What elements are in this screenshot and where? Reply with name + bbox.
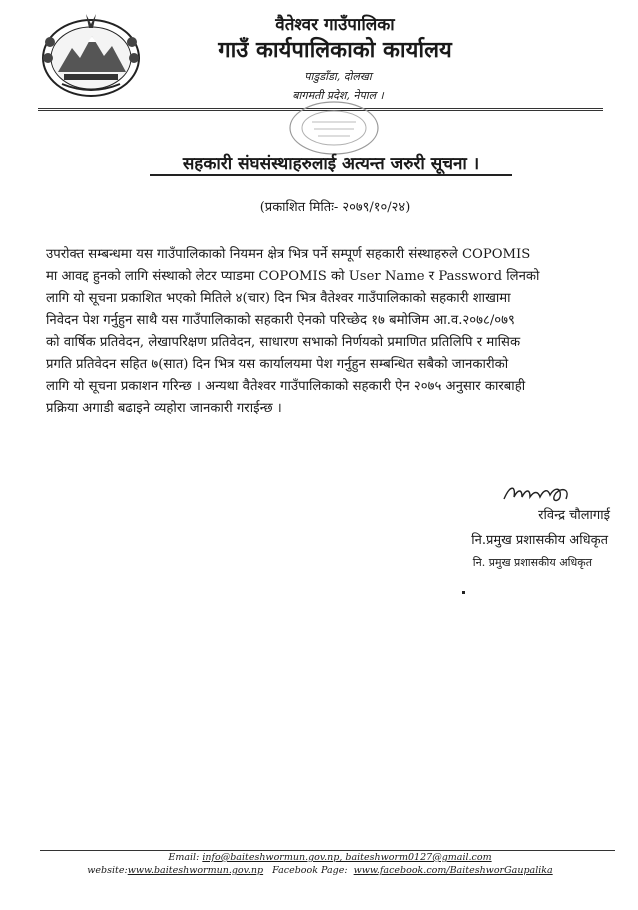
body-line: प्रगति प्रतिवेदन सहित ७(सात) दिन भित्र यस कार्यालयमा पेश गर्नुहुन सम्बन्धित सबैको जानकारीको	[46, 357, 509, 372]
office-seal-stamp-icon	[286, 98, 382, 158]
footer-web-line	[60, 865, 580, 876]
website-link[interactable]: www.baiteshwormun.gov.np	[127, 865, 264, 876]
website-label: website:	[87, 865, 128, 876]
notice-title: सहकारी संघसंस्थाहरुलाई अत्यन्त जरुरी सूचना ।	[182, 154, 480, 174]
body-line: निवेदन पेश गर्नुहुन साथै यस गाउँपालिकाको सहकारी ऐनको परिच्छेद १७ बमोजिम आ.व.२०७८/०७९	[46, 313, 515, 328]
footer-email-line	[130, 852, 530, 863]
notice-title-underline	[150, 174, 512, 176]
facebook-link[interactable]: www.facebook.com/BaiteshworGaupalika	[353, 865, 553, 876]
footer-divider	[40, 850, 615, 851]
ink-dot	[462, 591, 465, 594]
nepal-government-emblem-icon	[40, 12, 142, 98]
municipality-name: वैतेश्वर गाउँपालिका	[275, 15, 395, 35]
signatory-name: रविन्द्र चौलागाई	[538, 508, 610, 523]
office-address: पाडुडाँडा, दोलखा	[304, 70, 372, 83]
email-label: Email:	[168, 852, 200, 863]
body-line: मा आवद्द हुनको लागि संस्थाको लेटर प्याडमा COPOMIS को User Name र Password लिनको	[46, 269, 540, 284]
notice-body	[46, 244, 610, 420]
body-line: लागि यो सूचना प्रकाशन गरिन्छ । अन्यथा वैतेश्वर गाउँपालिकाको सहकारी ऐन २०७५ अनुसार कारबाही	[46, 379, 526, 394]
body-line: को वार्षिक प्रतिवेदन, लेखापरिक्षण प्रतिवेदन, साधारण सभाको निर्णयको प्रमाणित प्रतिलिपि र मासिक	[46, 335, 521, 350]
office-province: बागमती प्रदेश, नेपाल ।	[292, 89, 384, 102]
office-name: गाउँ कार्यपालिकाको कार्यालय	[218, 37, 452, 63]
handwritten-signature-icon	[500, 481, 580, 507]
signatory-title: नि.प्रमुख प्रशासकीय अधिकृत	[471, 533, 608, 548]
published-date: (प्रकाशित मितिः- २०७९/१०/२४)	[259, 200, 411, 215]
email-link[interactable]: info@baiteshwormun.gov.np, baiteshworm0127@gmail.com	[202, 852, 492, 863]
body-line: प्रक्रिया अगाडी बढाइने व्यहोरा जानकारी गराईन्छ ।	[46, 401, 282, 416]
body-line: उपरोक्त सम्बन्धमा यस गाउँपालिकाको नियमन क्षेत्र भित्र पर्ने सम्पूर्ण सहकारी संस्थाहरुले COPOMIS	[46, 247, 531, 262]
facebook-label: Facebook Page:	[272, 865, 348, 876]
signatory-stamp-title: नि. प्रमुख प्रशासकीय अधिकृत	[472, 556, 592, 569]
body-line: लागि यो सूचना प्रकाशित भएको मितिले ४(चार) दिन भित्र वैतेश्वर गाउँपालिकाको सहकारी शाखामा	[46, 291, 511, 306]
